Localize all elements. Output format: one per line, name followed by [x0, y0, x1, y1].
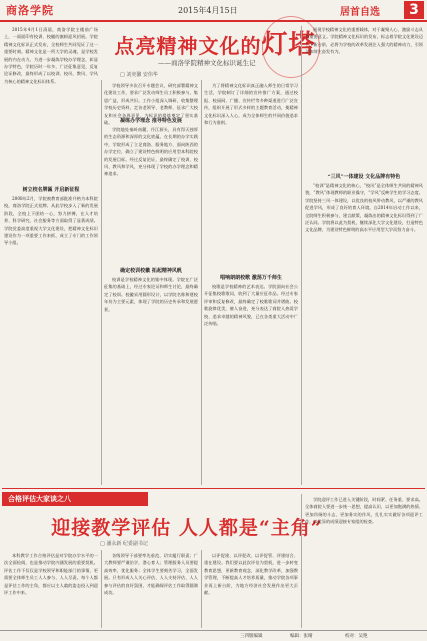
feature-tag: 合格评估大家谈之八 [2, 492, 148, 506]
feature-author: □ 潘永新 纪委副书记 [100, 541, 148, 547]
column-rule [101, 80, 102, 485]
feature-column-1 [4, 552, 98, 628]
lead-column-1a [4, 26, 98, 146]
issue-date: 2015年4月15日 [178, 6, 238, 15]
lead-column-2b [104, 126, 198, 266]
feature-column-2 [104, 552, 198, 628]
lead-col2-text-c: 校训是学校精神文化的集中体现。学院在广泛征集的基础上，经过专家论证和师生讨论，最终确定了校训。校徽采用圆形设计，以学院名称和建校年份为主要元素，体现了学院的历史传承和发展愿景。 [104, 277, 198, 312]
column-rule [201, 80, 202, 485]
column-rule [301, 26, 302, 485]
page-footer [0, 630, 427, 641]
lead-column-3b [204, 283, 298, 485]
lead-col4-text: 展现学校精神文化的重要载体，对于凝聚人心、激励斗志具有重要意义。学院精神文化标识的发布，标志着学院文化建设迈上了新台阶，必将为学校的改革发展注入强大的精神动力，引领全体师生奋发有为。 [305, 27, 423, 55]
lead-headline [100, 24, 330, 61]
lead-headline-part-a: 点亮精神文化的 [114, 34, 262, 58]
lead-column-4b [305, 182, 423, 485]
column-rule [101, 550, 102, 628]
footer-proofreader: 校对：吴艳 [345, 634, 368, 639]
lead-col4-text-b: “校训”是精神文化的核心，“校风”是全体师生共同的精神风貌，“教风”体现教师的职业操守，“学风”反映学生的学习态度。学院坚持三风一体建设，以优良的校风带动教风，以严谨的教风促进学风，形成了良好的育人环境。自2014年启动工作以来，全院师生积极参与，建言献策，凝练出的精神文化标识得到了广泛认同。学院将以此为契机，继续深化大学文化建设，打造特色文化品牌，为建设特色鲜明的高水平应用型大学而努力奋斗。 [305, 183, 423, 233]
lead-column-3a [204, 82, 298, 272]
column-rule [301, 494, 302, 628]
lead-col1-text: 2015年4月1日清晨，商洛学院主楼前广场上，一面面印有校训、校徽的旗帜迎风招展。学院精神文化标识正式发布，全校师生共同见证了这一重要时刻。精神文化是一所大学的灵魂，是学校发展的内在动力。为进一步凝练学校办学理念，彰显办学特色，学院历时一年多，广泛征集意见，反复论证修改，最终形成了以校训、校风、教风、学风为核心的精神文化标识体系。 [4, 27, 98, 84]
lead-author: □ 刘奕馨 安伟华 [120, 72, 158, 78]
newspaper-brand: 商洛学院 [6, 4, 54, 17]
feature-column-3 [204, 552, 298, 628]
feature-col2-text: 各级领导干部要率先垂范，切实履行职责；广大教师要严谨治学，潜心育人；管理服务人员要提高效率，优化服务；全体学生要刻苦学习，全面发展。只有形成人人关心评估、人人支持评估、人人参与评估的良好氛围，才能确保评估工作取得圆满成功。 [104, 553, 198, 596]
lead-column-4a [305, 26, 423, 138]
page-number: 3 [404, 1, 424, 19]
lead-column-2c [104, 276, 198, 485]
lead-col1-subhead: 树立校名牌匾 开启新征程 [22, 187, 80, 193]
feature-col3-text: 以评促建、以评促改、以评促管、评建结合、重在建设。我们要以此次评估为契机，进一步转变教育思想，更新教育观念，深化教学改革，加强教学管理，不断提高人才培养质量，推动学院各项事业再上新台阶，为地方经济社会发展作出更大贡献。 [204, 553, 298, 596]
lead-col4-subhead: “三风”一体建设 文化品牌有特色 [327, 174, 401, 180]
feature-headline: 迎接教学评估 人人都是“主角” [51, 517, 323, 539]
feature-col1-text: 本科教学工作合格评估是对学院办学水平的一次全面检阅，也是推动学院内涵发展的重要契机。评估工作不仅仅是学校领导和职能部门的事情，更需要全体师生员工人人参与、人人尽责。每个人都是评估工作的主角，都应以主人翁的姿态投入到迎评工作中来。 [4, 553, 98, 596]
lead-col2-subhead-2: 确定校训校徽 拓起精神风帆 [120, 268, 182, 274]
lead-headline-part-b: 灯塔 [261, 30, 316, 60]
lead-col3-text: 为了将精神文化标识真正融入师生的日常学习生活，学院制订了详细的宣传推广方案，通过校报、校园网、广播、宣传栏等多种渠道进行广泛宣传，组织开展了形式多样的主题教育活动，使精神文化标识深入人心，成为全体师生的共同价值追求和行为准则。 [204, 83, 298, 126]
lead-col2-text: 学校领导多次召开专题会议，研究部署精神文化建设工作，要求广泛发动师生员工积极参与，集思广益，形成共识。工作小组深入调研，收集整理学校历史资料，走访老领导、老教师，征求广大校友和社会各界意见，为标识的提炼奠定了坚实基础。 [104, 83, 198, 126]
lead-col2-text-b: 学院地处秦岭南麓，丹江源头，具有得天独厚的生态资源和深厚的文化底蕴。在长期的办学实践中，学院形成了立足商洛、服务地方、面向陕西的办学定位，确立了建设特色鲜明的应用型本科院校的发展目标。经过反复论证，最终确定了校训、校风、教风和学风，充分体现了学校的办学理念和精神追求。 [104, 127, 198, 177]
lead-column-1b [4, 195, 98, 485]
footer-editor: 编辑：张晴 [290, 634, 313, 639]
story-divider [2, 488, 425, 489]
lead-col3-text-b: 校歌是学校精神的艺术表达。学院面向社会公开征集校歌歌词，收到了大量应征作品。经过专家评审和反复修改，最终确定了校歌歌词并谱曲。校歌旋律优美，催人奋进，充分表达了商院人热爱学校、追求卓越的精神风貌，已在各类重大活动中广泛传唱。 [204, 284, 298, 327]
masthead [0, 0, 427, 22]
lead-col2-subhead: 凝练办学理念 推导特色发展 [120, 118, 182, 124]
feature-column-4 [305, 496, 423, 628]
lead-col3-subhead: 唱响朗朗校歌 激荡万千师生 [220, 275, 282, 281]
lead-col1-text-b: 2008年2月，学院被教育部批准升格为本科院校，商洛学院正式挂牌。从此学校步入了新的发展阶段，全校上下团结一心，努力拼搏，在人才培养、科学研究、社会服务等方面取得了显著成绩。学院党委高度重视大学文化建设，把精神文化标识建设作为一项重要工作来抓，成立了专门的工作领导小组。 [4, 196, 98, 246]
section-name: 居首自选 [340, 7, 380, 18]
feature-col4-text: 学院迎评工作已进入关键阶段，时间紧、任务重、要求高。全体商院人要进一步统一思想，提高认识，以更加饱满的热情、更加昂扬的斗志、更加务实的作风，扎扎实实做好各项迎评工作，以优异的成绩迎接专家组的检查。 [305, 497, 423, 525]
footer-editor-section: 三四版编辑 [240, 634, 263, 639]
column-rule [201, 550, 202, 628]
lead-subtitle: ——商洛学院精神文化标识诞生记 [158, 59, 256, 67]
